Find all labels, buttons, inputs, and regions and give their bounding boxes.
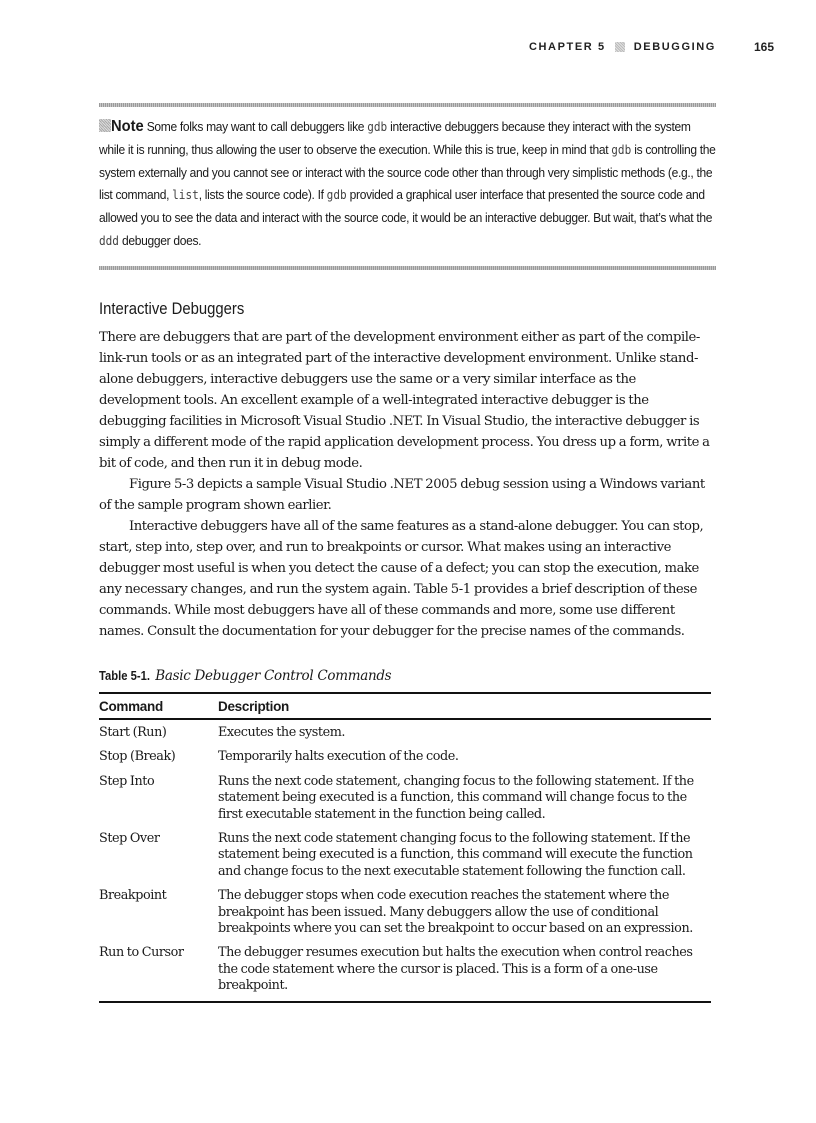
note-text-run: provided a graphical user interface that presented the source code and allowed you to see the data and interact with the source code, it would be an interactive debugger. But wait, that’s what the [99,187,713,226]
description-cell: Executes the system. [218,725,345,740]
note-text-run: , lists the source code). If [198,187,327,203]
description-cell: Runs the next code statement, changing focus to the following statement. If the statement being executed is a function, this command will change focus to the first executable statement in the function being called. [218,773,694,822]
separator-square-icon [615,42,625,52]
running-header [529,40,774,54]
table-header-row [99,693,711,719]
column-header-description: Description [218,699,289,714]
description-cell: Temporarily halts execution of the code. [218,749,459,765]
note-label: Note [110,118,144,135]
description-cell: Runs the next code statement changing focus to the following statement. If the statement being executed is a function, this command will execute the function and change focus to the next executable statement following the function call. [218,831,693,879]
paragraph: Interactive debuggers have all of the same features as a stand-alone debugger. You can stop, start, step into, step over, and run to breakpoints or cursor. What makes using an interactive debugger most useful is when you detect the cause of a defect; you can stop the execution, make any necessary changes, and run the system again. Table 5-1 provides a brief description of these commands. While most debuggers have all of these commands and more, some use different names. Consult the documentation for your debugger for the precise names of the commands. [99,519,704,639]
description-cell: The debugger stops when code execution reaches the statement where the breakpoint has been issued. Many debuggers allow the use of conditional breakpoints where you can set the breakpoint to occur based on an expression. [218,888,693,937]
note-bottom-rule [99,266,716,270]
command-cell: Start (Run) [99,725,167,740]
command-cell: Step Into [99,773,155,789]
section-body [99,327,719,642]
section-label: DEBUGGING [633,41,716,53]
description-cell: The debugger resumes execution but halts the execution when control reaches the code statement where the cursor is placed. This is a form of a one-use breakpoint. [218,945,693,994]
table-row [99,744,711,768]
command-cell: Breakpoint [99,888,167,904]
table-row [99,826,711,883]
inline-code: list [172,188,199,203]
inline-code: gdb [326,188,347,203]
table-row [99,940,711,1001]
command-cell: Stop (Break) [99,749,176,765]
inline-code: ddd [99,233,119,248]
inline-code: gdb [611,142,632,157]
command-cell: Step Over [99,831,160,847]
table-row [99,719,711,744]
note-text [99,119,716,248]
command-cell: Run to Cursor [99,945,184,961]
section-heading: Interactive Debuggers [99,300,245,318]
table-title: Basic Debugger Control Commands [155,668,392,684]
note-text-run: Some folks may want to call debuggers like [143,119,368,134]
table-row [99,883,711,940]
column-header-command: Command [99,699,163,714]
debugger-commands-table [99,692,711,1003]
table-number: Table 5-1. [99,669,151,683]
note-text-run: is controlling the system externally and you cannot see or interact with the source code other than through very simplistic methods (e.g., the list command, [99,141,716,203]
inline-code: gdb [367,120,388,134]
page-number: 165 [753,40,774,54]
paragraph: There are debuggers that are part of the development environment either as part of the compile-link-run tools or as an integrated part of the interactive development environment. Unlike stand-alone debuggers, interactive debuggers use the same or a very similar interface as the development tools. An excellent example of a well-integrated interactive debugger is the debugging facilities in Microsoft Visual Studio .NET. In Visual Studio, the interactive debugger is simply a different mode of the rapid application development process. You dress up a form, write a bit of code, and then run it in debug mode. [99,330,710,471]
table-caption [99,668,391,685]
note-box [99,116,719,253]
note-text-run: interactive debuggers because they interact with the system while it is running, thus allowing the user to observe the execution. While this is true, keep in mind that [99,119,691,157]
note-marker-icon [99,119,111,132]
note-text-run: debugger does. [118,232,202,248]
chapter-label: CHAPTER 5 [528,41,606,53]
note-top-rule [99,103,716,107]
table-row [99,769,711,826]
paragraph: Figure 5-3 depicts a sample Visual Studio .NET 2005 debug session using a Windows variant of the sample program shown earlier. [99,477,705,513]
